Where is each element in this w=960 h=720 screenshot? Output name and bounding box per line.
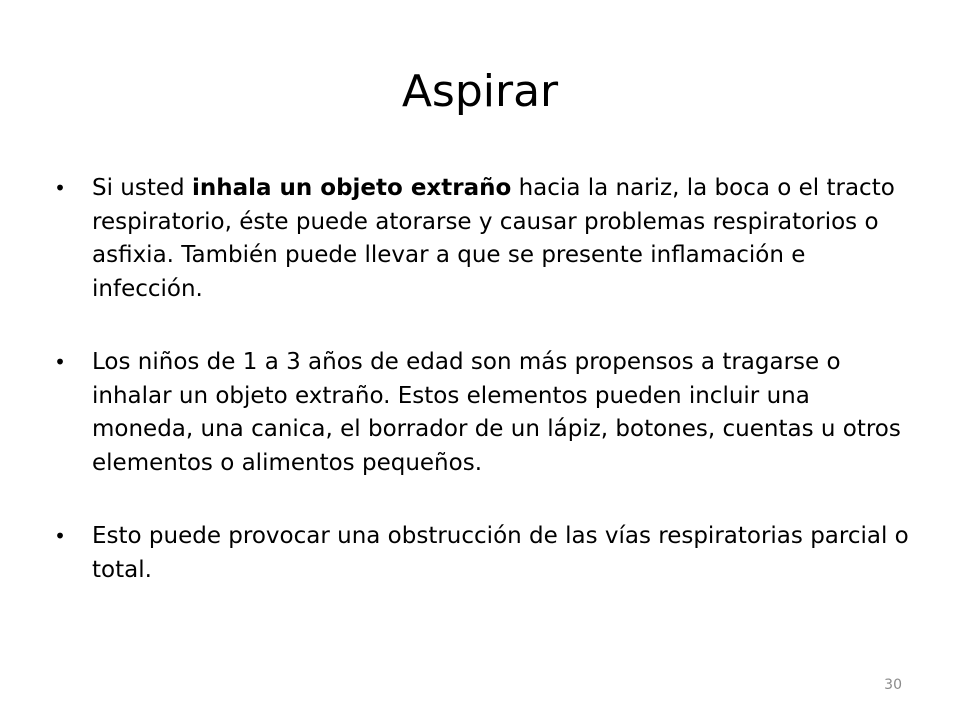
- bullet-icon: •: [54, 176, 66, 200]
- bullet-item-3: [48, 520, 918, 587]
- bullet-2-text: Los niños de 1 a 3 años de edad son más propensos a tragarse o inhalar un objeto extraño. Estos elementos pueden incluir una moneda, una canica, el borrador de un lápiz, botones, cuentas u otros elementos o alimentos pequeños.: [92, 349, 901, 476]
- slide-title: Aspirar: [401, 66, 559, 117]
- page-number: 30: [884, 677, 902, 693]
- bullet-icon: •: [54, 350, 66, 374]
- bullet-1-text-end: hacia la nariz, la boca o el tracto respiratorio, éste puede atorarse y causar problemas respiratorios o asfixia. También puede llevar a que se presente inflamación e infección.: [92, 175, 895, 302]
- bullet-item-1: [48, 172, 918, 306]
- bullet-item-2: [48, 346, 918, 480]
- bullet-1-text-start: Si usted: [92, 175, 192, 201]
- bullet-3-text: Esto puede provocar una obstrucción de las vías respiratorias parcial o total.: [92, 523, 909, 583]
- bullet-1-bold-text: inhala un objeto extraño: [191, 175, 512, 201]
- bullet-list: [48, 172, 918, 587]
- bullet-icon: •: [54, 524, 66, 548]
